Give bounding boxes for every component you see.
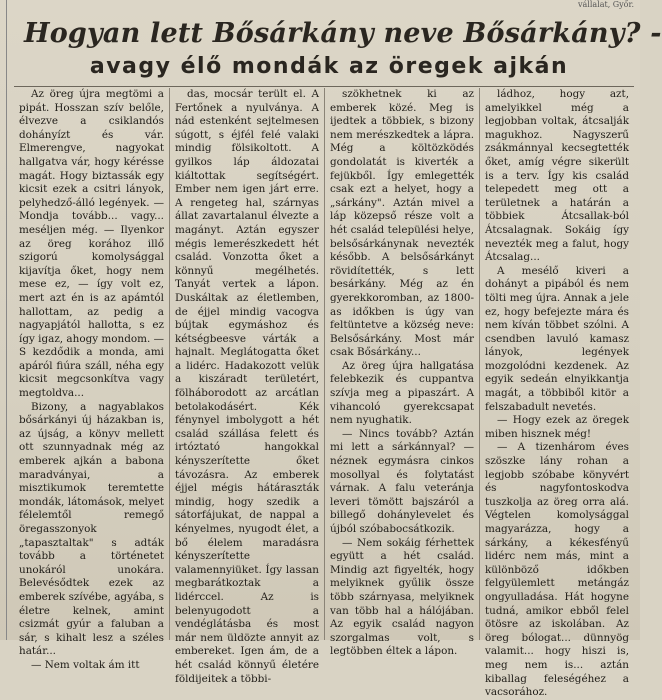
paragraph: A mesélő kiveri a dohányt a pipából és nem tölti meg újra. Annak a jele ez, hogy befejezte mára és nem kíván többet szólni. A csendben lavuló kamasz lányok, legények mozgolódni kezdenek. Az egyik sedeán elnyikkantja magát, a többiből kitör a felszabadult nevetés. bbox=[485, 264, 629, 413]
article-subtitle: avagy élő mondák az öregek ajkán bbox=[89, 54, 569, 79]
article-title: Hogyan lett Bősárkány neve Bősárkány? - bbox=[24, 18, 662, 49]
paragraph: Bizony, a nagyablakos bősárkányi új házakban is, az újság, a könyv mellett ott szunnyadnak még az emberek ajkán a babona maradványai, a misztikumok teremtette mondák, látomások, melyet félelemtől remegő öregasszonyok „tapasztaltak" s adták tovább a történetet unokáról unokára. Belevésődtek ezek az emberek szívébe, agyába, s életre kelnek, amint csizmát gyúr a faluban a sár, s kihalt lesz a széles határ... bbox=[19, 400, 164, 658]
title-rule bbox=[14, 86, 634, 87]
paragraph: — Hogy ezek az öregek miben hisznek még! bbox=[485, 414, 629, 440]
paragraph: szökhetnek ki az emberek közé. Meg is ijedtek a többiek, s bizony nem merészkedtek a lápra. Még a költözködés gondolatát is kiverték a fejükből. Így emlegették csak ezt a helyet, hogy a „sárkány". Aztán mivel a láp közepső része volt a hét család települési helye, belsősárkánynak nevezték később. A belsősárkányt rövidítették, s lett besárkány. Még az én gyerekkoromban, az 1800-as időkben is úgy van feltüntetve a község neve: Belsősárkány. Most már csak Bősárkány... bbox=[330, 88, 474, 359]
page-edge bbox=[0, 0, 7, 640]
paragraph: ládhoz, hogy azt, amelyikkel még a legjobban voltak, átcsalják magukhoz. Nagyszerű zsákmánnyal kecsegtették őket, amíg végre sikerült is a terv. Így kis család telepedett meg ott a területnek a határán a többiek Átcsallak-ból Átcsalagnak. Sokáig így nevezték meg a falut, hogy Átcsalag... bbox=[485, 88, 629, 264]
paragraph: Az öreg újra hallgatása felebkezik és cuppantva szívja meg a pipaszárt. A vihancoló gyerekcsapat nem nyughatik. bbox=[330, 359, 474, 427]
column-4 bbox=[479, 88, 634, 699]
column-3 bbox=[324, 88, 479, 658]
paragraph: das, mocsár terült el. A Fertőnek a nyulványa. A nád estenként sejtelmesen súgott, s éjfél felé valaki mindig fölsikoltott. A gyilkos láp áldozatai kiáltottak segítségért. Ember nem igen járt erre. A rengeteg hal, szárnyas állat zavartalanul élvezte a magányt. Aztán egyszer mégis lemerészkedett hét család. Vonzotta őket a könnyű megélhetés. Tanyát vertek a lápon. Duskáltak az életlemben, de éjjel mindig vacogva bújtak egymáshoz és kétségbeesve várták a hajnalt. Meglátogatta őket a lidérc. Hadakozott velük a kiszáradt területért, fölháborodott az arcátlan betolakodásért. Kék fénynyel imbolygott a hét család szállása felett és irtóztató hangokkal kényszerítette őket távozásra. Az emberek éjjel mégis hátáraszták mindig, hogy szedik a sátorfájukat, de nappal a kényelmes, nyugodt élet, a bő élelem maradásra kényszerítette valamennyiüket. Így lassan megbarátkoztak a lidérccel. Az is belenyugodott a vendéglátásba és most már nem üldözte annyit az embereket. Igen ám, de a hét család könnyű életére földijeitek a többi- bbox=[175, 88, 319, 685]
paragraph: — Nem sokáig férhettek együtt a hét család. Mindig azt figyelték, hogy melyiknek gyűlik össze több szárnyasa, melyiknek van több hal a hálójában. Az egyik család nagyon szorgalmas volt, s legtöbben éltek a lápon. bbox=[330, 536, 474, 658]
column-1 bbox=[14, 88, 169, 671]
paragraph: — A tizenhárom éves szöszke lány rohan a legjobb szóbabe könyvért és nagyfontoskodva tuszkolja az öreg orra alá. Végtelen komolysággal magyarázza, hogy a sárkány, a kékesfényű lidérc nem más, mint a különböző időkben felgyülemlett metángáz ongyulladása. Hát hogyne tudná, amikor ebből felel ötösre az iskolában. Az öreg bólogat... dünnyög valamit... hogy hiszi is, meg nem is... aztán kiballag feleségéhez a vacsorához. bbox=[485, 441, 629, 699]
paragraph: — Nincs tovább? Aztán mi lett a sárkánnyal? — néznek egymásra cinkos mosollyal és folytatást várnak. A falu veteránja leveri tömött bajszáról a billegő dohánylevelet és újból szóbabocsátkozik. bbox=[330, 427, 474, 535]
paragraph: — Nem voltak ám itt bbox=[31, 658, 140, 671]
header-fragment: vállalat, Győr. bbox=[577, 0, 634, 9]
column-2 bbox=[169, 88, 324, 685]
article-body bbox=[14, 88, 634, 699]
paragraph: Az öreg újra megtömi a pipát. Hosszan szív belőle, élvezve a csiklandós dohányízt és vár. Elmerengve, nagyokat hallgatva vár, hogy kérésse magát. Hogy biztassák egy kicsit ezek a csitri lányok, pelyhedző-álló legények. — Mondja tovább... vagy... meséljen még. — Ilyenkor az öreg korához illő szigorú komolysággal kijavítja őket, hogy nem mese ez, — így volt ez, mert azt én is az apámtól hallottam, az pedig a nagyapjától hallotta, s ez így igaz, ahogy mondom. — S kezdődik a monda, ami apáról fiúra száll, néha egy kicsit megcsonkítva vagy megtoldva... bbox=[19, 88, 164, 400]
